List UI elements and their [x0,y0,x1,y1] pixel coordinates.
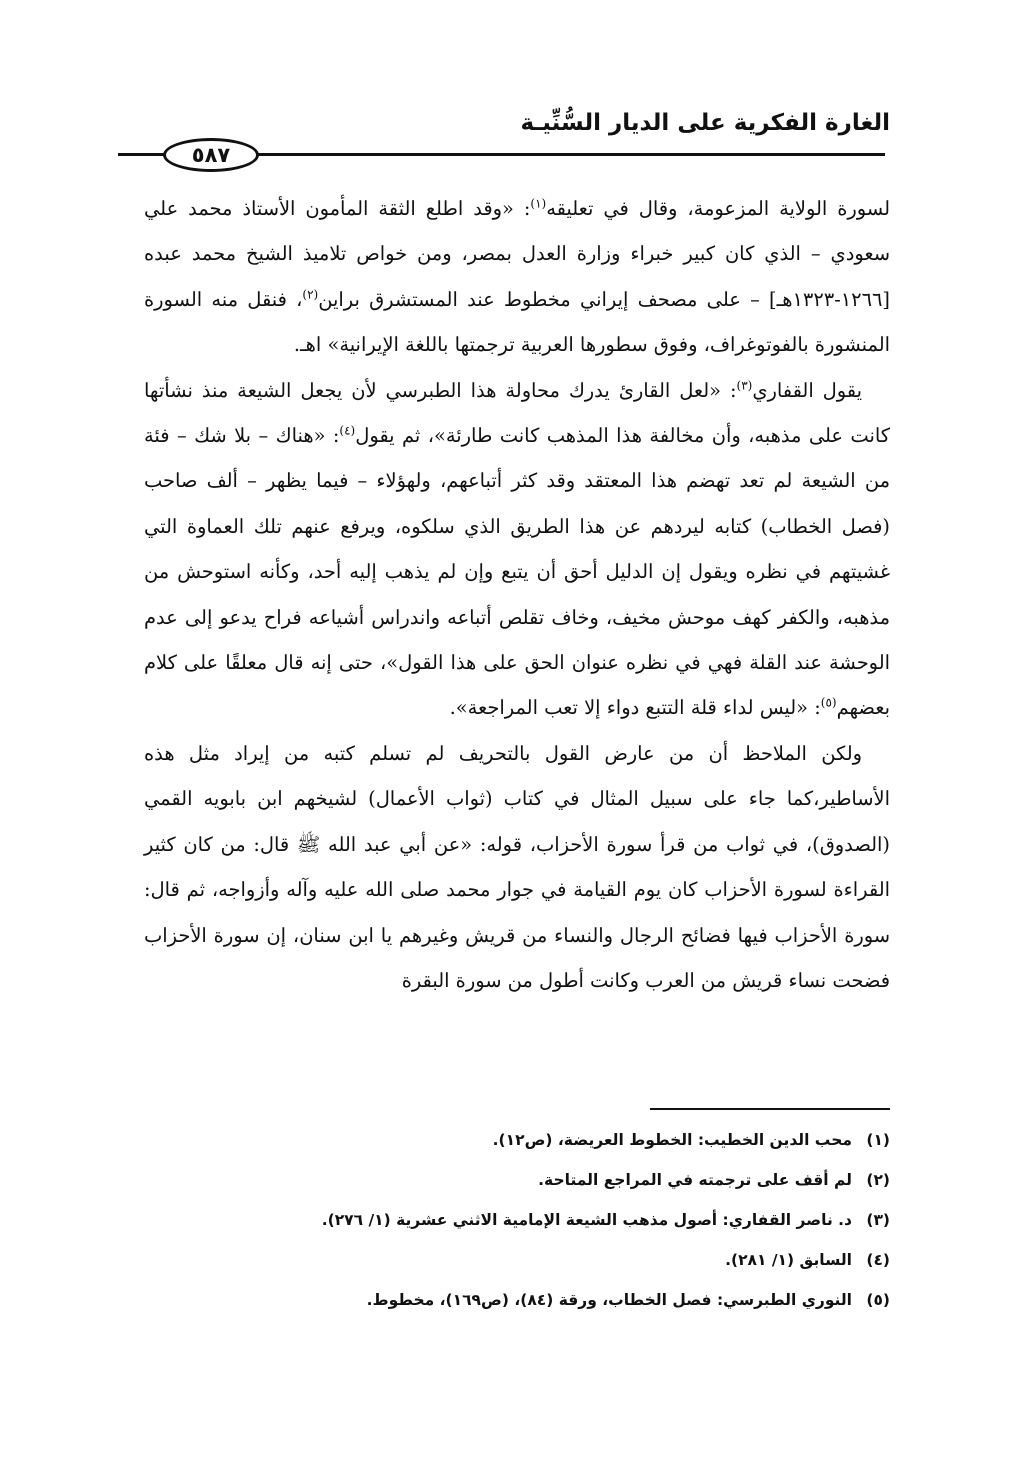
footnote-number: (٣) [866,1211,890,1229]
footnote-text: د. ناصر القفاري: أصول مذهب الشيعة الإمامية الاثني عشرية (١/ ٢٧٦). [321,1211,852,1229]
footnote-ref-5: (٥) [820,696,837,710]
footnote-ref-3: (٣) [736,378,753,393]
page-number: ٥٨٧ [191,143,231,167]
p1-text-1: لسورة الولاية المزعومة، وقال في تعليقه [546,197,890,220]
p2-text-4: : «ليس لداء قلة التتبع دواء إلا تعب المراجعة». [449,696,821,720]
p2-text-1: يقول القفاري [752,378,862,402]
footnotes [144,1120,890,1320]
footnote-ref-2: (٢) [302,287,319,302]
page-number-badge [163,138,259,172]
footnote-text: لم أقف على ترجمته في المراجع المتاحة. [538,1171,852,1189]
p1-text-3: ، فنقل منه السورة المنشورة بالفوتوغراف، وفوق سطورها العربية ترجمتها باللغة الإيرانية» اهـ. [144,287,890,357]
footnote-item [144,1160,890,1200]
footnote-number: (٤) [866,1251,890,1269]
paragraph-3 [144,731,890,1003]
footnote-item [144,1240,890,1280]
footnote-ref-4: (٤) [339,423,356,438]
footnote-number: (٥) [866,1291,890,1309]
footnote-item [144,1200,890,1240]
main-text [144,186,890,1003]
footnote-item [144,1120,890,1160]
p1-text-2: : «وقد اطلع الثقة المأمون الأستاذ محمد علي سعودي – الذي كان كبير خبراء وزارة العدل بمصر، ومن خواص تلاميذ الشيخ محمد عبده [١٢٦٦-١٣٢٣هـ] – على مصحف إيراني مخطوط عند المستشرق براين [144,197,890,311]
paragraph-1 [144,186,890,368]
footnote-separator [650,1108,890,1110]
p2-text-3: : «هناك – بلا شك – فئة من الشيعة لم تعد تهضم هذا المعتقد وقد كثر أتباعهم، ولهؤلاء – فيما يظهر – ألف صاحب (فصل الخطاب) كتابه ليردهم عن هذا الطريق الذي سلكوه، ويرفع عنهم تلك العماوة التي غشيتهم في نظره ويقول إن الدليل أحق أن يتبع وإن لم يذهب إليه أحد، وكأنه استوحش من مذهبه، والكفر كهف موحش مخيف، وخاف تقلص أتباعه واندراس أشياعه فراح يدعو إلى عدم الوحشة عند القلة فهي في نظره عنوان الحق على هذا القول»، حتى إنه قال معلقًا على كلام بعضهم [144,424,890,720]
running-header-title: الغارة الفكرية على الديار السُّنِّيـة [520,110,890,136]
footnote-text: النوري الطبرسي: فصل الخطاب، ورقة (٨٤)، (ص١٦٩)، مخطوط. [366,1291,852,1309]
footnote-number: (١) [866,1131,890,1149]
p2-text-2: : «لعل القارئ يدرك محاولة هذا الطبرسي لأن يجعل الشيعة منذ نشأتها كانت على مذهبه، وأن مخالفة هذا المذهب كانت طارئة»، ثم يقول [144,378,890,448]
footnote-item [144,1280,890,1320]
footnote-text: السابق (١/ ٢٨١). [725,1251,852,1269]
footnote-text: محب الدين الخطيب: الخطوط العريضة، (ص١٢). [492,1131,852,1149]
paragraph-2 [144,368,890,731]
footnote-ref-1: (١) [530,196,547,211]
footnote-number: (٢) [866,1171,890,1189]
p3-text-1: ولكن الملاحظ أن من عارض القول بالتحريف لم تسلم كتبه من إيراد مثل هذه الأساطير،كما جاء على سبيل المثال في كتاب (ثواب الأعمال) لشيخهم ابن بابويه القمي (الصدوق)، في ثواب من قرأ سورة الأحزاب، قوله: «عن أبي عبد الله ﷺ قال: من كان كثير القراءة لسورة الأحزاب كان يوم القيامة في جوار محمد صلى الله عليه وآله وأزواجه، ثم قال: سورة الأحزاب فيها فضائح الرجال والنساء من قريش وغيرهم يا ابن سنان، إن سورة الأحزاب فضحت نساء قريش من العرب وكانت أطول من سورة البقرة [144,741,890,992]
